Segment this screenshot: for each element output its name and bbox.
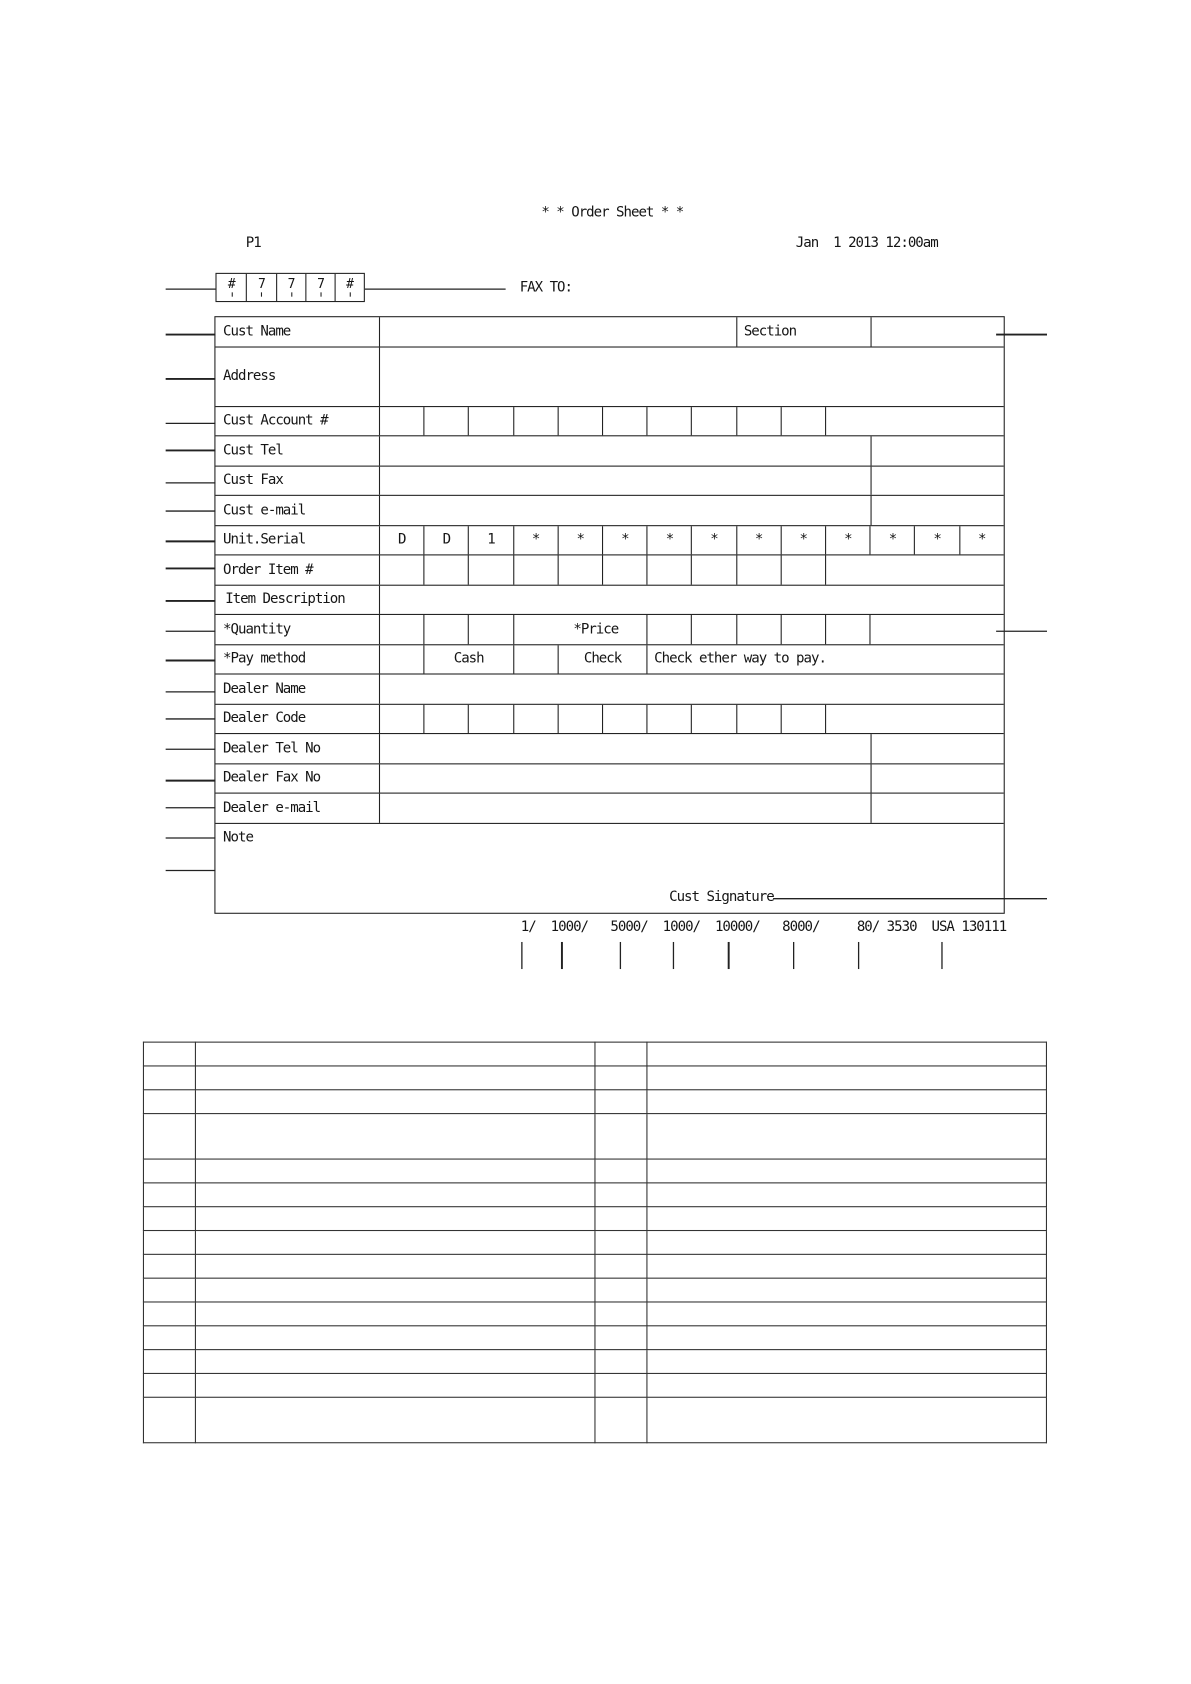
dealer-email-extra: [871, 794, 1004, 823]
table-cell-desc-right: [647, 1114, 1047, 1159]
cust-account-cell: [691, 407, 736, 435]
table-cell-no-right: [595, 1114, 647, 1159]
pay-method-label: *Pay method: [223, 650, 306, 667]
cust-account-cell: [379, 407, 424, 435]
cust-account-cell: [602, 407, 647, 435]
row-order-item: [215, 555, 1003, 585]
price-cell: [691, 615, 736, 644]
dealer-code-cell: [424, 705, 469, 733]
quantity-label: *Quantity: [223, 620, 291, 638]
cust-tel-value: [379, 436, 871, 465]
cust-fax-extra: [871, 467, 1004, 495]
price-cell: [647, 615, 692, 644]
note-label: Note: [223, 829, 253, 846]
table-cell-desc-left: [195, 1373, 595, 1397]
footer-codes: 1/ 1000/ 5000/ 1000/ 10000/ 8000/ 80/ 3530 USA 130111: [520, 919, 1007, 936]
table-cell-desc-right: [647, 1326, 1047, 1350]
row-dealer-tel: [215, 734, 1003, 764]
dealer-fax-label: Dealer Fax No: [223, 769, 321, 787]
cust-email-value: [379, 496, 871, 525]
price-label: *Price: [513, 615, 647, 644]
dealer-code-cell: [736, 705, 781, 733]
quantity-cell: [379, 615, 424, 644]
fax-digit: 7: [246, 274, 276, 301]
table-cell-no-right: [595, 1207, 647, 1231]
row-pay-method: [215, 645, 1003, 674]
row-unit-serial: [215, 526, 1003, 555]
unit-serial-char: 1: [468, 526, 513, 554]
dealer-code-cell: [513, 705, 558, 733]
address-label: Address: [223, 368, 276, 385]
table-cell-desc-right: [647, 1231, 1047, 1255]
unit-serial-char: *: [914, 526, 959, 554]
address-value: [379, 348, 1004, 406]
order-item-cell: [736, 555, 781, 584]
page-number: P1: [245, 234, 261, 252]
unit-serial-char: *: [647, 526, 692, 554]
cust-email-extra: [871, 496, 1004, 525]
table-cell-no-right: [595, 1066, 647, 1090]
unit-serial-char: D: [424, 526, 469, 554]
table-cell-no-right: [595, 1090, 647, 1114]
table-row: [143, 1278, 1046, 1302]
table-cell-desc-left: [195, 1090, 595, 1114]
table-cell-no-right: [595, 1302, 647, 1326]
table-row: [143, 1090, 1046, 1114]
table-cell-desc-right: [647, 1373, 1047, 1397]
price-tail: [870, 615, 1004, 644]
row-cust-tel: [215, 436, 1003, 466]
dealer-fax-extra: [871, 764, 1004, 792]
dealer-code-cell: [780, 705, 825, 733]
dealer-code-cell: [602, 705, 647, 733]
cust-account-cell: [468, 407, 513, 435]
order-item-cell: [379, 555, 424, 584]
unit-serial-char: *: [825, 526, 870, 554]
order-item-cell: [557, 555, 602, 584]
order-item-label: Order Item #: [223, 561, 313, 578]
table-cell-no-right: [595, 1278, 647, 1302]
row-note: [215, 824, 1003, 913]
dealer-code-label: Dealer Code: [223, 710, 306, 727]
table-row: [143, 1302, 1046, 1326]
cust-account-cell: [736, 407, 781, 435]
table-cell-no-left: [143, 1302, 195, 1326]
table-cell-desc-right: [647, 1090, 1047, 1114]
table-cell-desc-right: [647, 1302, 1047, 1326]
table-cell-no-left: [143, 1278, 195, 1302]
table-row: [143, 1231, 1046, 1255]
order-item-cell: [780, 555, 825, 584]
print-datetime: Jan 1 2013 12:00am: [795, 234, 938, 252]
quantity-cell: [468, 615, 513, 644]
unit-serial-char: *: [870, 526, 915, 554]
cust-account-tail: [825, 407, 1004, 435]
table-cell-desc-left: [195, 1114, 595, 1159]
table-row: [143, 1207, 1046, 1231]
table-cell-no-left: [143, 1254, 195, 1278]
table-cell-no-left: [143, 1114, 195, 1159]
pay-method-hint: Check ether way to pay.: [647, 645, 1004, 673]
table-cell-no-right: [595, 1326, 647, 1350]
table-cell-no-left: [143, 1207, 195, 1231]
cash-label: Cash: [424, 645, 513, 673]
table-cell-desc-right: [647, 1159, 1047, 1183]
dealer-tel-extra: [871, 734, 1004, 763]
table-cell-desc-right: [647, 1042, 1047, 1066]
dealer-code-cell: [691, 705, 736, 733]
table-row: [143, 1373, 1046, 1397]
cust-tel-label: Cust Tel: [223, 442, 283, 459]
table-cell-no-left: [143, 1042, 195, 1066]
unit-serial-char: *: [691, 526, 736, 554]
fax-number-box: [215, 273, 364, 302]
table-cell-no-left: [143, 1066, 195, 1090]
section-value: [871, 317, 1004, 346]
fax-digit: #: [335, 274, 363, 301]
table-row: [143, 1397, 1046, 1442]
dealer-tel-label: Dealer Tel No: [223, 740, 321, 757]
table-cell-desc-left: [195, 1254, 595, 1278]
table-cell-desc-left: [195, 1350, 595, 1374]
cust-signature-label: Cust Signature: [669, 888, 774, 906]
cust-account-cell: [424, 407, 469, 435]
table-cell-desc-right: [647, 1350, 1047, 1374]
table-cell-no-left: [143, 1326, 195, 1350]
price-cell: [825, 615, 870, 644]
row-quantity: [215, 615, 1003, 645]
table-cell-no-right: [595, 1231, 647, 1255]
unit-serial-label: Unit.Serial: [223, 531, 306, 548]
table-row: [143, 1350, 1046, 1374]
dealer-code-cell: [379, 705, 424, 733]
table-cell-no-left: [143, 1183, 195, 1207]
fax-digit: 7: [276, 274, 306, 301]
cust-email-label: Cust e-mail: [223, 501, 306, 519]
table-cell-desc-left: [195, 1207, 595, 1231]
table-cell-no-right: [595, 1042, 647, 1066]
dealer-code-cell: [557, 705, 602, 733]
order-item-cell: [513, 555, 558, 584]
table-cell-desc-left: [195, 1159, 595, 1183]
unit-serial-char: *: [557, 526, 602, 554]
table-cell-no-left: [143, 1159, 195, 1183]
table-row: [143, 1183, 1046, 1207]
table-cell-desc-right: [647, 1254, 1047, 1278]
table-cell-no-right: [595, 1183, 647, 1207]
table-row: [143, 1042, 1046, 1066]
cust-tel-extra: [871, 436, 1004, 465]
dealer-email-value: [379, 794, 871, 823]
table-cell-desc-right: [647, 1397, 1047, 1442]
table-cell-desc-left: [195, 1183, 595, 1207]
cust-fax-value: [379, 467, 871, 495]
table-cell-no-left: [143, 1350, 195, 1374]
dealer-name-value: [379, 675, 1004, 704]
table-cell-no-right: [595, 1159, 647, 1183]
check-label: Check: [557, 645, 646, 673]
table-cell-no-left: [143, 1090, 195, 1114]
cust-account-cell: [780, 407, 825, 435]
cust-account-cell: [647, 407, 692, 435]
cash-checkbox-cell: [379, 645, 424, 673]
table-cell-desc-left: [195, 1302, 595, 1326]
table-cell-no-left: [143, 1373, 195, 1397]
item-description-value: [379, 586, 1004, 614]
order-item-cell: [691, 555, 736, 584]
section-label: Section: [736, 317, 870, 346]
cust-account-label: Cust Account #: [223, 412, 328, 429]
unit-serial-char: *: [780, 526, 825, 554]
cust-name-label: Cust Name: [223, 323, 291, 340]
dealer-code-tail: [825, 705, 1004, 733]
item-description-label: Item Description: [225, 591, 345, 608]
cust-name-value: [379, 317, 736, 346]
cust-account-cell: [557, 407, 602, 435]
order-item-tail: [825, 555, 1004, 584]
order-item-cell: [424, 555, 469, 584]
table-cell-desc-left: [195, 1231, 595, 1255]
row-item-description: [215, 586, 1003, 615]
table-cell-desc-left: [195, 1326, 595, 1350]
order-item-cell: [602, 555, 647, 584]
row-cust-fax: [215, 467, 1003, 496]
price-cell: [780, 615, 825, 644]
unit-serial-char: *: [513, 526, 558, 554]
table-cell-desc-left: [195, 1278, 595, 1302]
price-cell: [736, 615, 781, 644]
order-item-cell: [647, 555, 692, 584]
reference-table: [143, 1042, 1047, 1444]
dealer-code-cell: [647, 705, 692, 733]
table-cell-no-left: [143, 1397, 195, 1442]
table-cell-desc-right: [647, 1278, 1047, 1302]
dealer-tel-value: [379, 734, 871, 763]
unit-serial-char: *: [736, 526, 781, 554]
table-cell-desc-right: [647, 1066, 1047, 1090]
quantity-cell: [424, 615, 469, 644]
fax-to-label: FAX TO:: [519, 279, 572, 296]
dealer-name-label: Dealer Name: [223, 680, 306, 697]
row-dealer-email: [215, 794, 1003, 824]
table-cell-desc-right: [647, 1207, 1047, 1231]
dealer-code-cell: [468, 705, 513, 733]
fax-digit: #: [217, 274, 247, 301]
row-cust-email: [215, 496, 1003, 526]
unit-serial-char: *: [602, 526, 647, 554]
unit-serial-char: *: [959, 526, 1004, 554]
table-cell-no-right: [595, 1397, 647, 1442]
unit-serial-char: D: [379, 526, 424, 554]
row-dealer-name: [215, 675, 1003, 705]
table-cell-no-right: [595, 1254, 647, 1278]
table-row: [143, 1159, 1046, 1183]
page-title: * * Order Sheet * *: [541, 204, 684, 221]
order-form: [214, 316, 1004, 914]
row-cust-name: [215, 317, 1003, 347]
cust-fax-label: Cust Fax: [223, 472, 283, 489]
row-dealer-code: [215, 705, 1003, 734]
table-cell-desc-left: [195, 1397, 595, 1442]
row-address: [215, 348, 1003, 408]
cust-account-cell: [513, 407, 558, 435]
table-cell-no-right: [595, 1373, 647, 1397]
table-cell-desc-left: [195, 1066, 595, 1090]
dealer-email-label: Dealer e-mail: [223, 799, 321, 816]
row-dealer-fax: [215, 764, 1003, 793]
table-row: [143, 1326, 1046, 1350]
row-cust-account: [215, 407, 1003, 436]
dealer-fax-value: [379, 764, 871, 792]
table-cell-no-left: [143, 1231, 195, 1255]
table-row: [143, 1114, 1046, 1159]
order-item-cell: [468, 555, 513, 584]
table-cell-no-right: [595, 1350, 647, 1374]
table-row: [143, 1066, 1046, 1090]
table-row: [143, 1254, 1046, 1278]
table-cell-desc-right: [647, 1183, 1047, 1207]
table-cell-desc-left: [195, 1042, 595, 1066]
check-checkbox-cell: [513, 645, 558, 673]
fax-digit: 7: [305, 274, 335, 301]
